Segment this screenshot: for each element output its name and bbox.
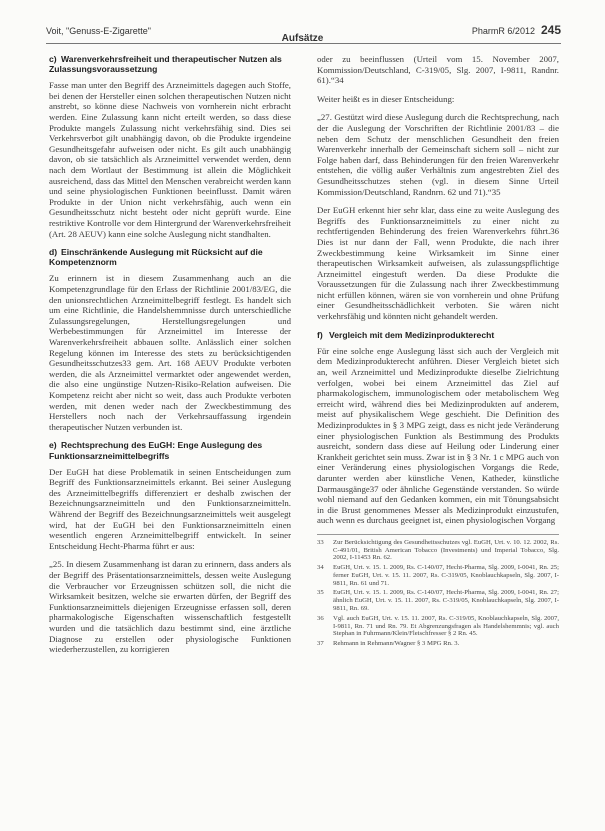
footnote-text: Rehmann in Rehmann/Wagner § 3 MPG Rn. 3. [333,640,460,648]
heading-number: e) [49,440,57,451]
body-paragraph: „25. In diesem Zusammenhang ist daran zu erinnern, dass anders als der Begriff des Präsentationsarzneimittels, dessen weite Auslegung die Verbraucher vor Erzeugnissen schützen soll, die nicht die Wirksamkeit besitzen, welche sie erwarten dürfen, der Begriff des Funktionsarzneimittels diejenigen Erzeugnisse erfassen soll, deren pharmakologische Eigenschaften wissenschaftlich festgestellt wurden und die tatsächlich dazu bestimmt sind, eine ärztliche Diagnose zu erstellen oder physiologische Funktionen wiederherzustellen, zu korrigieren [49,559,291,655]
footnotes [317,534,559,648]
page-number: 245 [540,23,561,37]
body-paragraph: Für eine solche enge Auslegung lässt sich auch der Vergleich mit dem Medizinprodukterecht anführen. Dieser Vergleich bietet sich an, weil Arzneimittel und Medizinprodukte dieselbe Zielrichtung verfolgen, wobei bei einem Arzneimittel das Ziel auf pharmakologischem, immunologischem oder metabolischem Weg erreicht wird, während dies bei Medizinprodukten auf anderem, meist auf physikalischem Wege geschieht. Die Definition des Medizinproduktes in § 3 MPG zeigt, dass es nicht jede Veränderung einer physiologischen Funktion als Bestimmung des Produkts ausreicht, sondern dass diese auf Heilung oder Linderung einer Krankheit gerichtet sein muss. Zwar ist in § 3 Nr. 1 c MPG auch von einer Veränderung eines physiologischen Vorgangs die Rede, darunter werden aber künstliche Venen, Katheder, künstliche Darmausgänge37 oder ähnliche Gegenstände verstanden. So würde wohl niemand auf den Gedanken kommen, ein mit Tönungsabsicht in die Brust genommenes Messer als Medizinprodukt einzustufen, auch wenn es durchaus geeignet ist, einen physiologischen Vorgang [317,345,559,526]
footnote-text: Vgl. auch EuGH, Urt. v. 15. 11. 2007, Rs. C-319/05, Knoblauchkapseln, Slg. 2007, I-9811, Rn. 71 und Rn. 79. Et Abgrenzungsfragen als Handelshemmnis; vgl. auch Stephan in Fuhrmann/Klein/Fleischfresser § 2 Rn. 45. [333,614,559,638]
header-rule [46,43,561,44]
footnote-number: 34 [317,564,324,572]
footnote-number: 37 [317,640,324,648]
footnote [317,615,559,638]
running-title: Voit, "Genuss-E-Zigarette" [46,26,151,36]
section-heading [317,330,559,340]
body-paragraph: Weiter heißt es in dieser Entscheidung: [317,93,455,104]
left-column [49,54,291,663]
footnote [317,539,559,562]
footnote-number: 35 [317,589,324,597]
body-paragraph: Zu erinnern ist in diesem Zusammenhang auch an die Kompetenzgrundlage für den Erlass der Richtlinie 2001/83/EG, die den unionsrechtlichen Arzneimittelbegriff festlegt. Es handelt sich um eine Richtlinie, die Handelshemmnisse durch unterschiedliche Zulassungsregelungen, Herstellungsregelungen und Werbebestimmungen für Arzneimittel im Interesse der Warenverkehrsfreiheit abbauen sollte. Anlässlich einer solchen Regelung können im Interesse des stets zu berücksichtigenden Gesundheitsschutzes33 gem. Art. 168 AEUV Produkte verboten werden, die als Arzneimittel vermarktet oder angewendet werden, die also eine ungünstige Nutzen-Risiko-Relation aufweisen. Die Kompetenz reicht aber nicht so weit, dass auch Produkte verboten werden, mit denen weder nach der Zweckbestimmung des Herstellers noch nach der Verkehrsauffassung irgendein therapeutischer Nutzen verbunden ist. [49,273,291,432]
body-paragraph: Der EuGH hat diese Problematik in seinen Entscheidungen zum Begriff des Funktionsarzneimittels erkannt. Bei seiner Auslegung des Arzneimittelbegriffs differenziert er deshalb zwischen der Bezeichnungsarzneimitteln und den Funktionsarzneimitteln. Während der Begriff des Bezeichnungsarzneimittels weit ausgelegt wird, hat der EuGH bei den Funktionsarzneimitteln einen wesentlich engeren Arzneimittelbegriff entwickelt. In seiner Entscheidung Hecht-Pharma führt er aus: [49,466,291,551]
heading-number: f) [317,329,323,340]
page-header [0,0,605,44]
heading-number: c) [49,54,57,64]
body-paragraph: „27. Gestützt wird diese Auslegung durch die Rechtsprechung, nach der die Auslegung der Vorschriften der Richtlinie 2001/83 – die neben dem Schutz der menschlichen Gesundheit den freien Warenverkehr innerhalb der Gemeinschaft sichern soll – nicht zur Folge haben darf, dass Behinderungen für den freien Warenverkehr entstehen, die völlig außer Verhältnis zum angestrebten Ziel des Gesundheitsschutzes stehen (vgl. in diesem Sinne Urteil Kommission/Deutschland, Randnrn. 62 und 71).“35 [317,112,559,197]
heading-text: Vergleich mit dem Medizinprodukterecht [329,329,495,340]
section-heading [49,54,291,74]
heading-number: d) [49,247,58,258]
body-paragraph: Fasse man unter den Begriff des Arzneimittels dagegen auch Stoffe, bei denen der Hersteller einen solchen therapeutischen Nutzen nicht anstrebt, so könne diese Nachweis von vornherein nicht erbracht werden. Eine Zulassung kann nicht erteilt werden, so dass diese Produkte mangels Zulassung nicht verkehrsfähig sind. Dies sei Verkehrsverbot gilt unabhängig davon, ob die Produkte irgendeine Gesundheitsgefahr aufweisen oder nicht. Es gilt auch unabhängig davon, ob sie tatsächlich als Arzneimittel verwendet werden, denn nach dem Wortlaut der Bestimmung ist allein die Möglichkeit ausreichend, dass das Mittel den Menschen verabreicht werden kann und seine physiologischen Funktionen beeinflusst. Damit wären Produkte in der Union nicht verkehrsfähig, auch wenn ein Gesundheitsschutz nicht besteht oder nicht geprüft wurde. Eine restriktive Kontrolle vor dem Hintergrund der Warenverkehrsfreiheit (Art. 28 AEUV) kann eine solche Auslegung nicht standhalten. [49,80,291,239]
footnote [317,640,559,648]
body-paragraph: Der EuGH erkennt hier sehr klar, dass eine zu weite Auslegung des Begriffs des Funktionsarzneimittels zu einer nicht zu rechtfertigenden Behinderung des freien Warenverkehrs führt.36 Dies ist nur dann der Fall, wenn Produkte, die nach ihrer Zweckbestimmung keine Wirksamkeit im Sinne einer therapeutischen Wirksamkeit aufweisen, als zulassungspflichtige Arzneimittel eingestuft werden. Da diese Produkte die Voraussetzungen für die Zulassung nach ihrer Zweckbestimmung nicht erfüllen können, wären sie von vornherein und ohne Prüfung einer Gesundheitsschädlichkeit verboten. Sie wären nicht verkehrsfähig und könnten nicht gehandelt werden. [317,205,559,322]
body-paragraph: oder zu beeinflussen (Urteil vom 15. November 2007, Kommission/Deutschland, C-319/05, Slg. 2007, I-9811, Randnr. 61).“34 [317,54,559,86]
journal-issue: PharmR 6/2012 [471,26,535,36]
section-label: Aufsätze [281,33,324,44]
heading-text: Rechtsprechung des EuGH: Enge Auslegung des Funktionsarzneimittelbegriffs [49,440,263,461]
section-heading [49,440,291,460]
footnote-number: 36 [317,614,324,622]
footnote-number: 33 [317,538,324,546]
footnote-text: EuGH, Urt. v. 15. 1. 2009, Rs. C-140/07, Hecht-Pharma, Slg. 2009, I-0041, Rn. 25; ferner EuGH, Urt. v. 15. 11. 2007, Rs. C-319/05, Knoblauchkapseln, Slg. 2007, I-9811, Rn. 61 und 71. [333,564,559,587]
footnote-text: EuGH, Urt. v. 15. 1. 2009, Rs. C-140/07, Hecht-Pharma, Slg. 2009, I-0041, Rn. 27; ähnlich EuGH, Urt. v. 15. 11. 2007, Rs. C-319/05, Knoblauchkapseln, Slg. 2007, I-9811, Rn. 69. [333,589,559,613]
footnote-text: Zur Berücksichtigung des Gesundheitsschutzes vgl. EuGH, Urt. v. 10. 12. 2002, Rs. C-491/01, British American Tobacco (Investments) und Imperial Tobacco, Slg. 2002, I-11453 Rn. 62. [333,538,559,562]
footnote [317,564,559,587]
right-column [317,54,559,650]
heading-text: Einschränkende Auslegung mit Rücksicht auf die Kompetenznorm [49,247,263,268]
heading-text: Warenverkehrsfreiheit und therapeutischer Nutzen als Zulassungsvoraussetzung [49,54,282,75]
journal-info [472,23,561,37]
footnote [317,589,559,612]
section-heading [49,247,291,267]
